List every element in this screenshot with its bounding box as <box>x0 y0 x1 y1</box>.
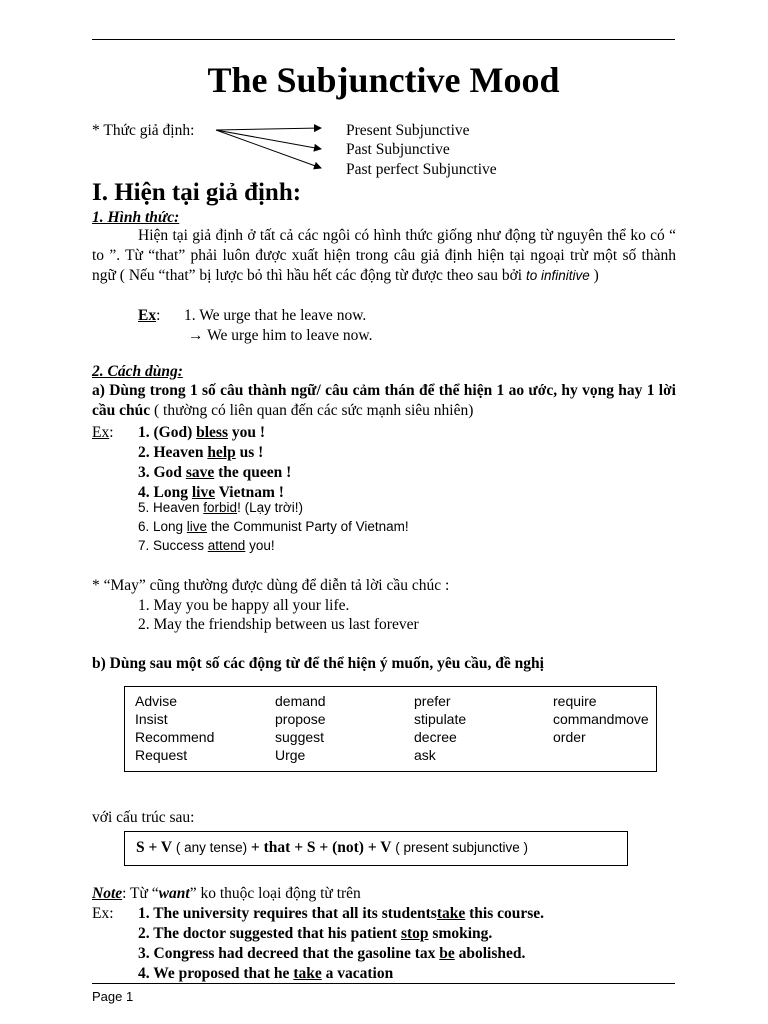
verb-cell: ask <box>414 747 436 763</box>
usage-heading: 2. Cách dùng: <box>92 363 183 380</box>
form-text-end: ) <box>593 267 599 284</box>
page-title: The Subjunctive Mood <box>207 60 560 100</box>
example-text: 6. Long <box>138 519 187 534</box>
usage-a-rest: ( thường có liên quan đến các sức mạnh siêu nhiên) <box>154 402 474 419</box>
intro-label: * Thức giả định: <box>92 122 195 139</box>
verb-cell: prefer <box>414 693 451 709</box>
verb-row <box>135 728 663 746</box>
example-text: you! <box>245 538 275 553</box>
example-a-item <box>138 443 263 462</box>
form-text: Hiện tại giả định ở tất cả các ngôi có hình thức giống như động từ nguyên thể ko có “ to ”. Từ “that” phải luôn được xuất hiện trong câu giả định hiện tại ngoại trừ một số thành ngữ ( Nếu “that” bị lược bỏ thì hầu hết các động từ được theo sau bởi <box>92 227 676 284</box>
verb-cell: require <box>553 693 597 709</box>
example-underlined-verb: take <box>436 905 466 922</box>
subjunctive-type-past: Past Subjunctive <box>346 141 450 158</box>
form-text-italic: to infinitive <box>525 268 590 283</box>
verb-cell <box>553 746 663 764</box>
verb-cell: demand <box>275 693 326 709</box>
verb-cell: decree <box>414 729 457 745</box>
verb-cell: order <box>553 729 586 745</box>
page-number: Page 1 <box>92 989 134 1004</box>
verb-cell: Insist <box>135 711 168 727</box>
example-underlined-verb: live <box>186 519 208 534</box>
example-text: 4. Long <box>138 484 192 501</box>
ex-label-a <box>92 423 114 442</box>
example-underlined-verb: save <box>185 464 215 481</box>
example-text: abolished. <box>454 945 526 962</box>
verb-cell: Request <box>135 747 188 763</box>
example-text: 2. The doctor suggested that his patient <box>138 925 401 942</box>
example-b-item <box>138 964 393 983</box>
note-text-1: : Từ “ <box>122 885 159 902</box>
example-underlined-verb: forbid <box>203 500 238 515</box>
example-text: this course. <box>465 905 545 922</box>
example-a-item <box>138 423 265 442</box>
usage-a-bold: a) Dùng trong 1 số câu thành ngữ/ câu cảm thán để thể hiện 1 ao ước, hy vọng hay 1 lời cầu chúc <box>92 382 676 419</box>
subjunctive-type-present: Present Subjunctive <box>346 122 470 139</box>
structure-formula <box>136 838 528 857</box>
example-b-item <box>138 924 492 943</box>
structure-part-4: ( present subjunctive ) <box>391 840 529 855</box>
example-underlined-verb: take <box>293 965 322 982</box>
example-text: ! (Lạy trời!) <box>237 500 303 515</box>
note-want: want <box>158 885 190 902</box>
verb-table <box>135 692 663 764</box>
structure-intro: với cấu trúc sau: <box>92 809 195 826</box>
verb-cell: Advise <box>135 693 178 709</box>
verb-cell: Urge <box>275 747 306 763</box>
right-arrow-icon: → <box>188 327 204 344</box>
verb-cell: commandmove <box>553 711 649 727</box>
example-underlined-verb: be <box>439 945 455 962</box>
verb-row <box>135 710 663 728</box>
structure-part-2: ( any tense) <box>172 840 251 855</box>
example-b-item <box>138 944 525 963</box>
example-text: you ! <box>228 424 266 441</box>
example-text: smoking. <box>428 925 493 942</box>
usage-b: b) Dùng sau một số các động từ để thể hiện ý muốn, yêu cầu, đề nghị <box>92 655 544 672</box>
example-1 <box>138 306 160 325</box>
may-note: * “May” cũng thường được dùng để diễn tả lời cầu chúc : <box>92 577 450 594</box>
example-underlined-verb: stop <box>400 925 429 942</box>
example-text: 4. We proposed that he <box>138 965 294 982</box>
example-underlined-verb: bless <box>196 424 228 441</box>
example-1b <box>188 326 372 345</box>
verb-cell: Recommend <box>135 729 215 745</box>
form-paragraph <box>92 226 676 286</box>
ex-label: Ex <box>138 307 157 324</box>
note-label: Note <box>92 885 123 902</box>
example-text: a vacation <box>321 965 394 982</box>
example-text: 1. The university requires that all its students <box>138 905 437 922</box>
example-text: 3. Congress had decreed that the gasoline tax <box>138 945 440 962</box>
ex-label: Ex <box>92 424 110 441</box>
form-heading: 1. Hình thức: <box>92 209 180 226</box>
subjunctive-type-past-perfect: Past perfect Subjunctive <box>346 161 497 178</box>
example-text: the Communist Party of Vietnam! <box>207 519 409 534</box>
verb-cell: suggest <box>275 729 325 745</box>
example-text: Vietnam ! <box>215 484 284 501</box>
verb-row <box>135 692 663 710</box>
example-text: the queen ! <box>214 464 292 481</box>
header-rule <box>92 39 675 40</box>
usage-a <box>92 381 676 421</box>
note-line <box>92 884 361 903</box>
example-text: us ! <box>235 444 264 461</box>
may-example-2: 2. May the friendship between us last forever <box>138 616 419 633</box>
example-text: 7. Success <box>138 538 208 553</box>
footer-rule <box>92 983 675 984</box>
example-b-item <box>138 904 544 923</box>
example-underlined-verb: live <box>191 484 216 501</box>
section-heading: I. Hiện tại giả định: <box>92 179 302 206</box>
example-a-sans-item <box>138 500 303 515</box>
example-1-text: 1. We urge that he leave now. <box>184 307 367 324</box>
note-text-2: ” ko thuộc loại động từ trên <box>189 885 361 902</box>
structure-part-1: S + V <box>136 839 173 856</box>
example-a-sans-item <box>138 519 409 534</box>
verb-row <box>135 746 663 764</box>
ex-label-b: Ex: <box>92 905 114 922</box>
example-underlined-verb: attend <box>207 538 246 553</box>
example-text: 5. Heaven <box>138 500 204 515</box>
example-1b-text: We urge him to leave now. <box>207 327 373 344</box>
intro-arrows-icon <box>214 120 334 180</box>
example-a-item <box>138 463 291 482</box>
may-example-1: 1. May you be happy all your life. <box>138 597 350 614</box>
example-text: 1. (God) <box>138 424 197 441</box>
example-a-sans-item <box>138 538 275 553</box>
verb-cell: stipulate <box>414 711 467 727</box>
ex-colon: : <box>109 424 114 441</box>
ex-colon: : <box>156 307 161 324</box>
verb-cell: propose <box>275 711 326 727</box>
structure-part-3: + that + S + (not) + V <box>250 839 392 856</box>
example-underlined-verb: help <box>207 444 236 461</box>
example-text: 3. God <box>138 464 186 481</box>
example-text: 2. Heaven <box>138 444 208 461</box>
